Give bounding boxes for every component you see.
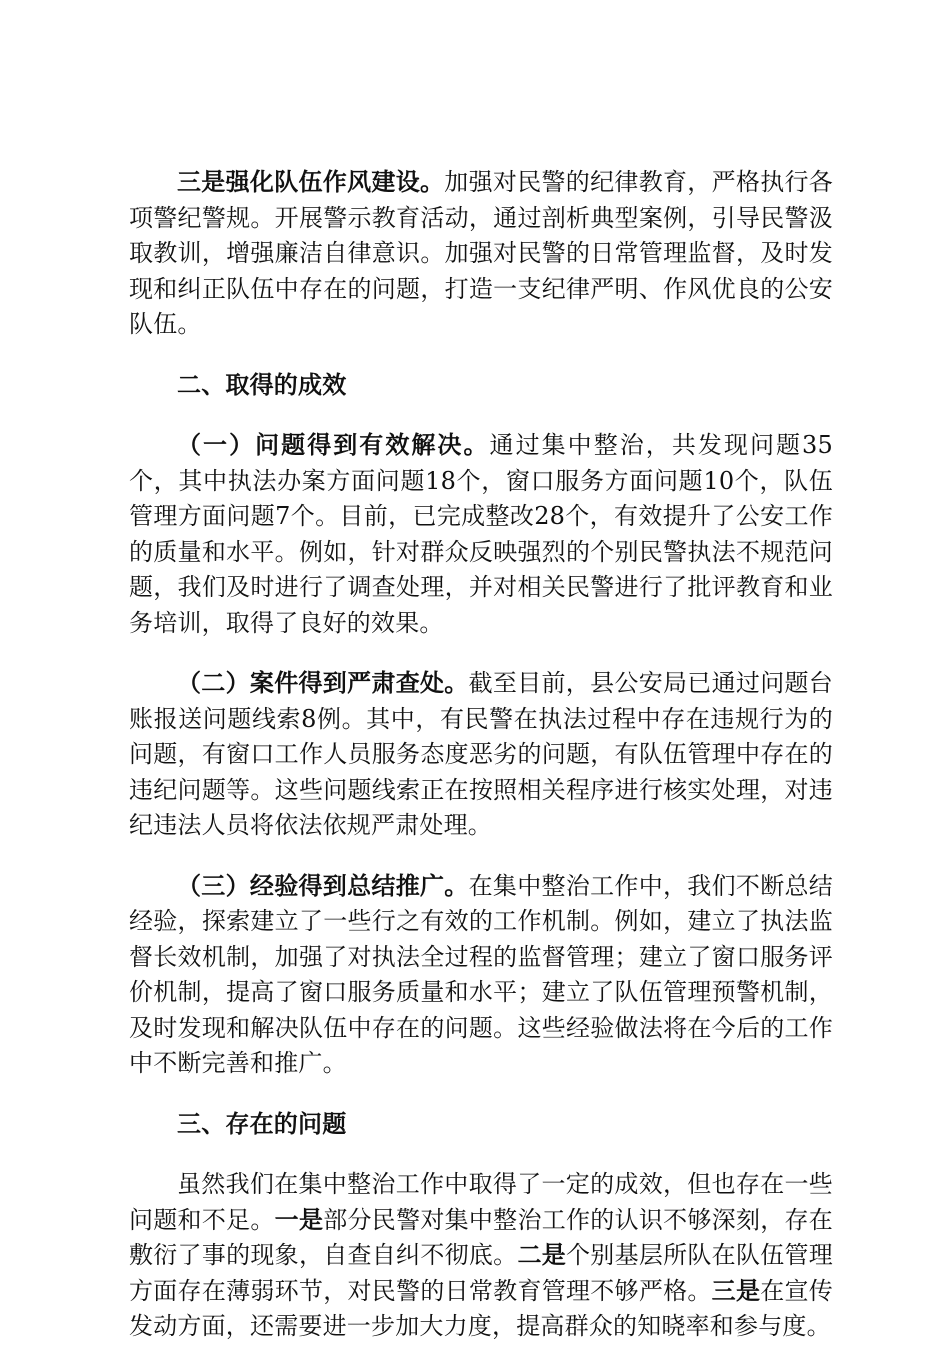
paragraph-lead: （三）经验得到总结推广。 <box>177 871 469 900</box>
paragraph-cases-handled <box>129 666 833 844</box>
paragraph-text: 个别基层所队在队伍管理方面存在薄弱环节，对民警的日常教育管理不够严格。 <box>129 1241 833 1305</box>
keyword-first: 一是 <box>274 1205 324 1234</box>
paragraph-lead: 三是强化队伍作风建设。 <box>177 168 445 196</box>
paragraph-lead: （一）问题得到有效解决。 <box>177 431 490 459</box>
keyword-second: 二是 <box>517 1241 567 1269</box>
section-heading-problems: 三、存在的问题 <box>177 1109 347 1138</box>
paragraph-text: 在宣传发动方面，还需要进一步加大力度，提高群众的知晓率和参与度。 <box>129 1276 833 1340</box>
keyword-third: 三是 <box>711 1276 761 1305</box>
paragraph-text: 部分民警对集中整治工作的认识不够深刻，存在敷衍了事的现象，自查自纠不彻底。 <box>129 1205 833 1269</box>
paragraph-text: 通过集中整治，共发现问题35个，其中执法办案方面问题18个，窗口服务方面问题10个，队伍管理方面问题7个。目前，已完成整改28个，有效提升了公安工作的质量和水平。例如，针对群众反映强烈的个别民警执法不规范问题，我们及时进行了调查处理，并对相关民警进行了批评教育和业务培训，取得了良好的效果。 <box>129 431 833 637</box>
paragraph-experience-promoted <box>129 869 833 1082</box>
document-body <box>129 165 833 1370</box>
paragraph-style-building <box>129 165 833 343</box>
paragraph-lead: （二）案件得到严肃查处。 <box>177 669 469 697</box>
paragraph-text: 虽然我们在集中整治工作中取得了一定的成效，但也存在一些问题和不足。 <box>129 1170 833 1234</box>
paragraph-text: 截至目前，县公安局已通过问题台账报送问题线索8例。其中，有民警在执法过程中存在违规行为的问题，有窗口工作人员服务态度恶劣的问题，有队伍管理中存在的违纪问题等。这些问题线索正在按照相关程序进行核实处理，对违纪违法人员将依法依规严肃处理。 <box>129 669 834 839</box>
paragraph-text: 加强对民警的纪律教育，严格执行各项警纪警规。开展警示教育活动，通过剖析典型案例，引导民警汲取教训，增强廉洁自律意识。加强对民警的日常管理监督，及时发现和纠正队伍中存在的问题，打造一支纪律严明、作风优良的公安队伍。 <box>129 168 833 338</box>
paragraph-problems-solved <box>129 428 833 641</box>
section-heading-results: 二、取得的成效 <box>177 370 347 399</box>
paragraph-existing-problems <box>129 1167 833 1345</box>
paragraph-text: 在集中整治工作中，我们不断总结经验，探索建立了一些行之有效的工作机制。例如，建立了执法监督长效机制，加强了对执法全过程的监督管理；建立了窗口服务评价机制，提高了窗口服务质量和水平；建立了队伍管理预警机制，及时发现和解决队伍中存在的问题。这些经验做法将在今后的工作中不断完善和推广。 <box>129 871 834 1077</box>
